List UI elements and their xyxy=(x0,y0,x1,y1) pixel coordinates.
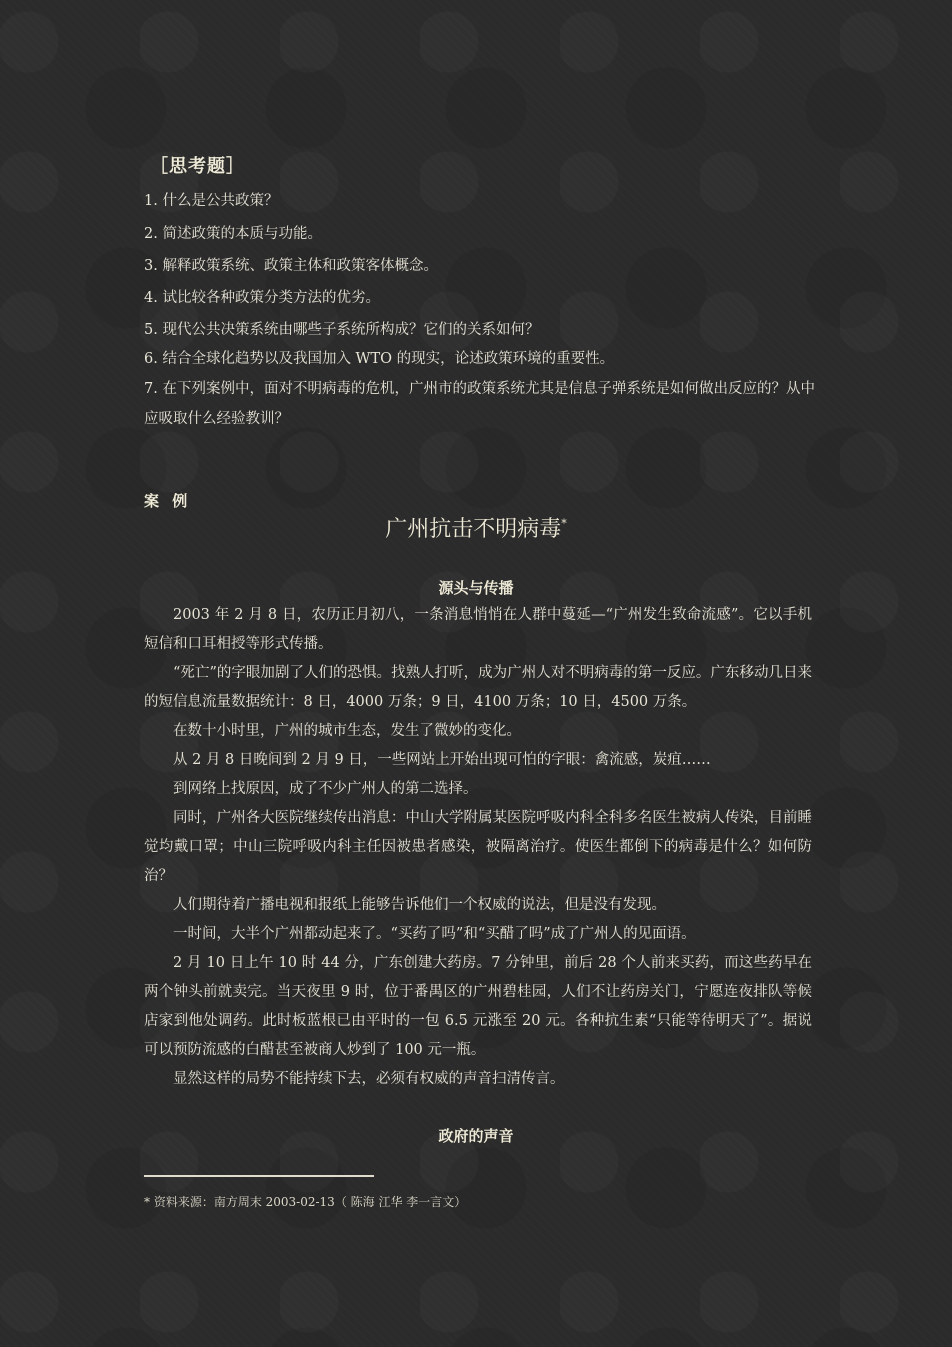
question-3: 3. 解释政策系统、政策主体和政策客体概念。 xyxy=(144,258,438,274)
subhead-government-voice: 政府的声音 xyxy=(438,1127,514,1145)
subhead-source-spread: 源头与传播 xyxy=(438,579,514,597)
case-body xyxy=(144,601,812,1094)
question-2: 2. 简述政策的本质与功能。 xyxy=(144,226,322,242)
paragraph: 2 月 10 日上午 10 时 44 分，广东创建大药房。7 分钟里，前后 28 个人前来买药，而这些药早在两个钟头前就卖完。当天夜里 9 时，位于番禺区的广州碧桂园，人们不让药房关门，宁愿连夜排队等候店家到他处调药。此时板蓝根已由平时的一包 6.5 元涨至 20 元。各种抗生素“只能等待明天了”。据说可以预防流感的白醋甚至被商人炒到了 100 元一瓶。 xyxy=(144,955,812,1058)
case-title-text: 广州抗击不明病毒 xyxy=(385,517,562,542)
paragraph: 显然这样的局势不能持续下去，必须有权威的声音扫清传言。 xyxy=(173,1071,565,1087)
paragraph: 到网络上找原因，成了不少广州人的第二选择。 xyxy=(173,781,478,797)
case-heading: 案 例 xyxy=(144,492,192,510)
footnote-marker: * xyxy=(561,517,567,530)
question-6: 6. 结合全球化趋势以及我国加入 WTO 的现实，论述政策环境的重要性。 xyxy=(144,351,615,367)
question-7: 7. 在下列案例中，面对不明病毒的危机，广州市的政策系统尤其是信息子弹系统是如何做出反应的？从中应吸取什么经验教训？ xyxy=(144,381,815,427)
question-4: 4. 试比较各种政策分类方法的优劣。 xyxy=(144,290,380,306)
paragraph: “死亡”的字眼加剧了人们的恐惧。找熟人打听，成为广州人对不明病毒的第一反应。广东移动几日来的短信息流量数据统计：8 日，4000 万条；9 日，4100 万条；10 日，4500 万条。 xyxy=(144,665,812,710)
paragraph: 一时间，大半个广州都动起来了。“买药了吗”和“买醋了吗”成了广州人的见面语。 xyxy=(173,926,696,942)
paragraph: 从 2 月 8 日晚间到 2 月 9 日，一些网站上开始出现可怕的字眼：禽流感，炭疽…… xyxy=(173,752,711,768)
footnote-source: * 资料来源：南方周末 2003-02-13（ 陈海 江华 李一言文） xyxy=(144,1195,467,1209)
paragraph: 在数十小时里，广州的城市生态，发生了微妙的变化。 xyxy=(173,723,521,739)
footnote-divider xyxy=(144,1175,374,1177)
paragraph: 人们期待着广播电视和报纸上能够告诉他们一个权威的说法，但是没有发现。 xyxy=(173,897,666,913)
paragraph: 2003 年 2 月 8 日，农历正月初八，一条消息悄悄在人群中蔓延—“广州发生致命流感”。它以手机短信和口耳相授等形式传播。 xyxy=(144,607,812,652)
paragraph: 同时，广州各大医院继续传出消息：中山大学附属某医院呼吸内科全科多名医生被病人传染，目前睡觉均戴口罩；中山三院呼吸内科主任因被患者感染，被隔离治疗。使医生都倒下的病毒是什么？如何防治？ xyxy=(144,810,812,884)
questions-heading: ［思考题］ xyxy=(150,156,245,177)
case-title xyxy=(0,512,952,543)
question-5: 5. 现代公共决策系统由哪些子系统所构成？它们的关系如何？ xyxy=(144,322,540,338)
question-1: 1. 什么是公共政策？ xyxy=(144,193,279,209)
